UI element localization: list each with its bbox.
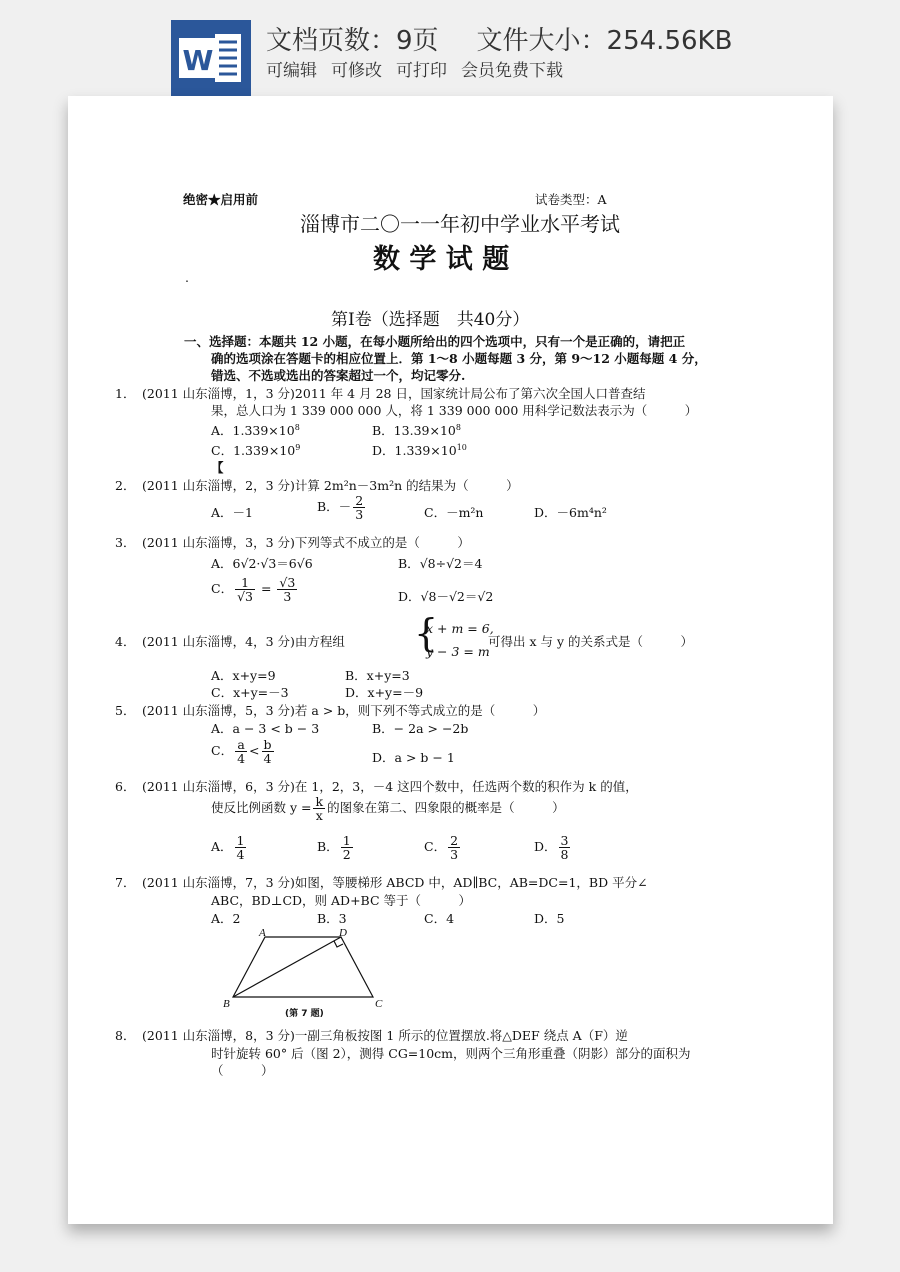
- option-a: A． $\frac{1}{4}$: [211, 833, 245, 863]
- equation-2: y − 3 = m: [426, 644, 490, 659]
- file-info: [266, 20, 770, 57]
- exam-subtitle: 数 学 试 题: [373, 244, 510, 275]
- option-b: B．− 2a > −2b: [372, 721, 469, 736]
- feature-modifiable: 可修改: [331, 61, 382, 81]
- option-d: D．5: [534, 911, 565, 926]
- question-stem-part-1: (2011 山东淄博，4，3 分)由方程组: [142, 634, 345, 649]
- question-stem: (2011 山东淄博，5，3 分)若 a > b，则下列不等式成立的是（ ）: [142, 703, 546, 718]
- option-b: B．3: [317, 911, 347, 926]
- option-d: D．a > b − 1: [372, 750, 455, 765]
- trapezoid-abcd: [233, 937, 373, 997]
- question-number: 4．: [115, 634, 136, 649]
- option-a: A．－1: [211, 505, 253, 520]
- option-a: A．a − 3 < b − 3: [211, 721, 320, 736]
- equation-1: x + m = 6,: [426, 621, 494, 636]
- vertex-b: B: [223, 998, 230, 1010]
- question-stem-line-2: 时针旋转 60° 后（图 2），测得 CG=10cm，则两个三角形重叠（阴影）部分的面积为: [211, 1046, 691, 1061]
- vertex-c: C: [375, 998, 383, 1010]
- exam-title: 淄博市二〇一一年初中学业水平考试: [300, 212, 620, 236]
- question-stem-line-2: 果，总人口为 1 339 000 000 人，将 1 339 000 000 用科学记数法表示为（ ）: [211, 403, 698, 418]
- option-a: A．2: [211, 911, 241, 926]
- option-a: A．x+y=9: [211, 668, 276, 683]
- file-size: 文件大小：254.56KB: [476, 26, 733, 56]
- option-a: A．$1.339\times 10^8$: [211, 422, 300, 438]
- feature-editable: 可编辑: [266, 61, 317, 81]
- figure-caption: (第 7 题): [285, 1009, 324, 1019]
- feature-printable: 可打印: [396, 61, 447, 81]
- option-b: B． $\frac{1}{2}$: [317, 833, 351, 863]
- word-document-icon: [171, 20, 251, 96]
- option-c: C． $\frac{a}{4}$ < $\frac{b}{4}$: [211, 737, 272, 767]
- question-number: 5．: [115, 703, 136, 718]
- download-banner: [0, 0, 900, 96]
- question-number: 8．: [115, 1028, 136, 1043]
- question-number: 2．: [115, 478, 136, 493]
- question-stem: (2011 山东淄博，3，3 分)下列等式不成立的是（ ）: [142, 535, 470, 550]
- question-number: 6．: [115, 779, 136, 794]
- right-angle-mark: [334, 941, 343, 947]
- svg-text:W: W: [182, 44, 214, 77]
- equation-brace: {: [414, 611, 439, 655]
- section-heading: 第Ⅰ卷（选择题 共40分）: [331, 310, 530, 330]
- option-a: A．6√2·√3＝6√6: [211, 556, 313, 571]
- instructions-line-2: 确的选项涂在答题卡的相应位置上．第 1～8 小题每题 3 分，第 9～12 小题每题 4 分，: [211, 351, 707, 366]
- option-d: D． $\frac{3}{8}$: [534, 833, 569, 863]
- option-d: D．－6m⁴n²: [534, 505, 607, 520]
- vertex-d: D: [339, 927, 347, 939]
- instructions-line-1: 一、选择题：本题共 12 小题，在每小题所给出的四个选项中，只有一个是正确的，请把正: [184, 334, 686, 349]
- secret-label: 绝密★启用前: [183, 192, 259, 207]
- feature-list: [266, 56, 577, 81]
- option-c: C． $\frac{2}{3}$: [424, 833, 459, 863]
- option-c: C．x+y=－3: [211, 685, 289, 700]
- instructions-line-3: 错选、不选或选出的答案超过一个，均记零分.: [211, 368, 466, 383]
- option-d: D．x+y=－9: [345, 685, 424, 700]
- stray-bracket: 【: [211, 460, 224, 475]
- option-b: B．x+y=3: [345, 668, 410, 683]
- question-stem-line-3: （ ）: [211, 1063, 274, 1078]
- question-stem-line-2: 使反比例函数 y = $\frac{k}{x}$ 的图象在第二、四象限的概率是（ ）: [211, 794, 565, 824]
- stray-dot: .: [185, 270, 189, 285]
- trapezoid-figure: [215, 925, 395, 1020]
- option-d: D．$1.339\times 10^{10}$: [372, 442, 467, 458]
- paper-type: 试卷类型：A: [535, 192, 607, 207]
- question-stem-line-1: (2011 山东淄博，1，3 分)2011 年 4 月 28 日，国家统计局公布了第六次全国人口普查结: [142, 386, 646, 401]
- question-stem-part-2: 可得出 x 与 y 的关系式是（ ）: [488, 634, 694, 649]
- question-number: 7．: [115, 875, 136, 890]
- option-b: B．－ $\frac{2}{3}$: [317, 493, 364, 523]
- question-number: 3．: [115, 535, 136, 550]
- question-stem: (2011 山东淄博，2，3 分)计算 2m²n－3m²n 的结果为（ ）: [142, 478, 519, 493]
- question-number: 1．: [115, 386, 136, 401]
- option-c: C．$1.339\times 10^9$: [211, 442, 301, 458]
- vertex-a: A: [259, 927, 266, 939]
- option-c: C． $\frac{1}{√3}$ = $\frac{√3}{3}$: [211, 575, 296, 605]
- page-count: 文档页数：9页: [266, 26, 439, 56]
- option-b: B．√8÷√2＝4: [398, 556, 483, 571]
- question-stem-line-2: ABC，BD⊥CD，则 AD+BC 等于（ ）: [211, 893, 472, 908]
- option-d: D．√8－√2＝√2: [398, 589, 494, 604]
- question-stem-line-1: (2011 山东淄博，7，3 分)如图，等腰梯形 ABCD 中，AD∥BC，AB=DC=1，BD 平分∠: [142, 875, 648, 890]
- option-b: B．$13.39\times 10^8$: [372, 422, 461, 438]
- option-c: C．－m²n: [424, 505, 484, 520]
- feature-member-download: 会员免费下载: [461, 61, 563, 81]
- option-c: C．4: [424, 911, 455, 926]
- question-stem-line-1: (2011 山东淄博，6，3 分)在 1，2，3，－4 这四个数中，任选两个数的积作为 k 的值，: [142, 779, 638, 794]
- question-stem-line-1: (2011 山东淄博，8，3 分)一副三角板按图 1 所示的位置摆放.将△DEF 绕点 A（F）逆: [142, 1028, 628, 1043]
